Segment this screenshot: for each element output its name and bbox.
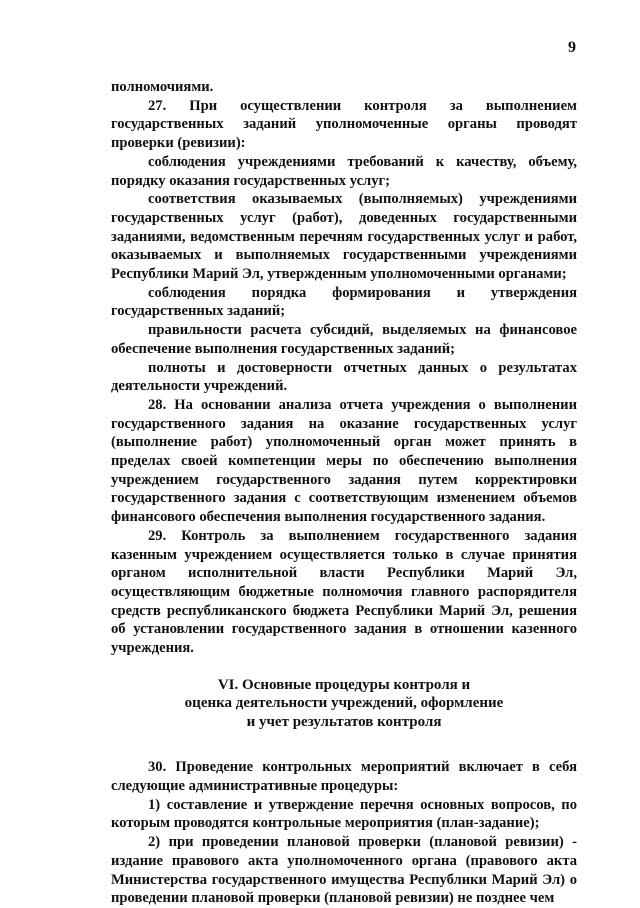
section-heading-line: и учет результатов контроля [246, 713, 442, 730]
section-heading [111, 676, 577, 732]
paragraphs-after-heading [111, 758, 577, 908]
paragraph-p30: 30. Проведение контрольных мероприятий включает в себя следующие административные процедуры: [111, 759, 577, 794]
paragraph-p27a: соблюдения учреждениями требований к качеству, объему, порядку оказания государственных услуг; [111, 153, 577, 189]
paragraph-p0: полномочиями. [111, 79, 214, 95]
paragraph-p27b: соответствия оказываемых (выполняемых) учреждениями государственных услуг (работ), доведенных государственными заданиями, ведомственным перечням государственных услуг и работ, оказываемых и выполняемых государственными учреждениями Республики Марий Эл, утвержденным уполномоченными органами; [111, 191, 577, 283]
paragraph-p27e: полноты и достоверности отчетных данных о результатах деятельности учреждений. [111, 359, 577, 395]
paragraph-p29: 29. Контроль за выполнением государственного задания казенным учреждением осуществляется только в случае принятия органом исполнительной власти Республики Марий Эл, осуществляющим бюджетные полномочия главного распорядителя средств республиканского бюджета Республики Марий Эл, решения об установлении государственного задания в отношении казенного учреждения. [111, 527, 577, 657]
document-body [111, 78, 577, 908]
section-heading-line: VI. Основные процедуры контроля и [217, 676, 471, 693]
paragraph-p27c: соблюдения порядка формирования и утверждения государственных заданий; [111, 284, 577, 320]
paragraphs-before-heading [111, 78, 577, 658]
paragraph-p27: 27. При осуществлении контроля за выполнением государственных заданий уполномоченные органы проводят проверки (ревизии): [111, 97, 577, 152]
paragraph-p30-2: 2) при проведении плановой проверки (плановой ревизии) - издание правового акта уполномоченного органа (правового акта Министерства государственного имущества Республики Марий Эл) о проведении плановой проверки (плановой ревизии) не позднее чем [111, 834, 577, 907]
section-heading-line: оценка деятельности учреждений, оформление [184, 695, 504, 712]
paragraph-p30-1: 1) составление и утверждение перечня основных вопросов, по которым проводятся контрольные мероприятия (план-задание); [111, 796, 577, 832]
paragraph-p27d: правильности расчета субсидий, выделяемых на финансовое обеспечение выполнения государственных заданий; [111, 322, 577, 357]
page-number: 9 [568, 39, 576, 56]
paragraph-p28: 28. На основании анализа отчета учреждения о выполнении государственного задания на оказание государственных услуг (выполнение работ) уполномоченный орган может принять в пределах своей компетенции меры по обеспечению выполнения учреждением государственного задания путем корректировки государственного задания с соответствующим изменением объемов финансового обеспечения выполнения государственного задания. [111, 396, 577, 526]
